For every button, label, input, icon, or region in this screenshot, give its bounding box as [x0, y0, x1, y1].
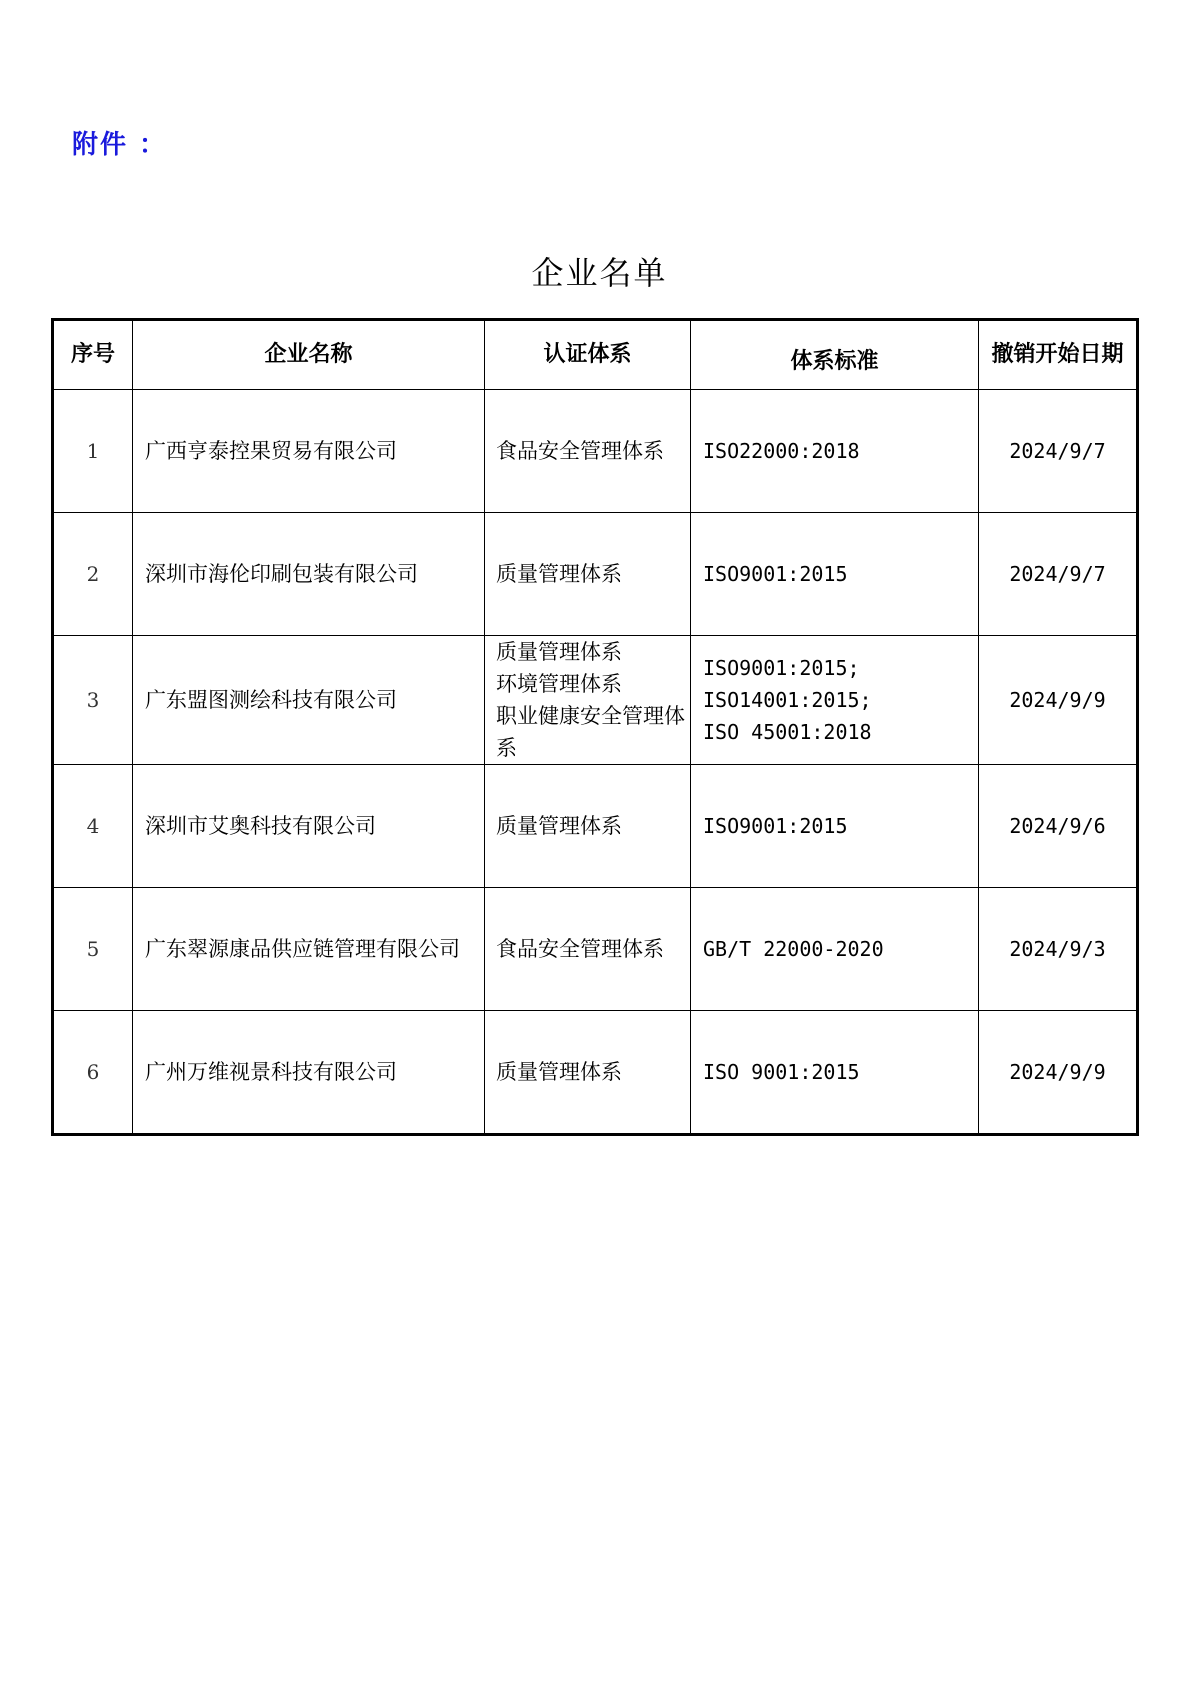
- system-line: 质量管理体系: [496, 1060, 622, 1084]
- row-number: 1: [53, 390, 133, 513]
- certification-system: [485, 636, 691, 765]
- certification-system: [485, 888, 691, 1011]
- revoke-date: 2024/9/9: [979, 636, 1138, 765]
- company-name: 广东盟图测绘科技有限公司: [133, 636, 485, 765]
- table-row: [53, 636, 1138, 765]
- certification-system: [485, 513, 691, 636]
- system-line: 食品安全管理体系: [496, 937, 664, 961]
- system-standard: [691, 1011, 979, 1135]
- row-number: 2: [53, 513, 133, 636]
- table-row: [53, 390, 1138, 513]
- certification-system: [485, 390, 691, 513]
- system-line: 质量管理体系: [496, 562, 622, 586]
- standard-line: ISO 45001:2018: [703, 720, 872, 744]
- company-name: 深圳市艾奥科技有限公司: [133, 765, 485, 888]
- table-row: [53, 765, 1138, 888]
- row-number: 6: [53, 1011, 133, 1135]
- revoke-date: 2024/9/7: [979, 390, 1138, 513]
- revoke-date: 2024/9/6: [979, 765, 1138, 888]
- system-standard: [691, 888, 979, 1011]
- header-company: 企业名称: [133, 320, 485, 390]
- standard-line: ISO 9001:2015: [703, 1060, 860, 1084]
- table-header-row: [53, 320, 1138, 390]
- certification-system: [485, 1011, 691, 1135]
- page-title: 企业名单: [531, 254, 668, 292]
- system-line: 环境管理体系: [496, 672, 622, 696]
- table-row: [53, 1011, 1138, 1135]
- enterprise-table: [51, 318, 1139, 1136]
- attachment-label: 附件 ：: [72, 130, 168, 160]
- system-standard: [691, 636, 979, 765]
- company-name: 广东翠源康品供应链管理有限公司: [133, 888, 485, 1011]
- table-row: [53, 888, 1138, 1011]
- system-line: 质量管理体系: [496, 640, 622, 664]
- system-line: 职业健康安全管理体系: [496, 704, 685, 760]
- revoke-date: 2024/9/3: [979, 888, 1138, 1011]
- company-name: 广州万维视景科技有限公司: [133, 1011, 485, 1135]
- header-no: 序号: [53, 320, 133, 390]
- company-name: 深圳市海伦印刷包装有限公司: [133, 513, 485, 636]
- system-standard: [691, 765, 979, 888]
- standard-line: ISO9001:2015;: [703, 656, 860, 680]
- system-standard: [691, 390, 979, 513]
- header-revoke-date: 撤销开始日期: [979, 320, 1138, 390]
- system-line: 质量管理体系: [496, 814, 622, 838]
- row-number: 5: [53, 888, 133, 1011]
- company-name: 广西亨泰控果贸易有限公司: [133, 390, 485, 513]
- system-line: 食品安全管理体系: [496, 439, 664, 463]
- header-standard: 体系标准: [691, 320, 979, 390]
- table-row: [53, 513, 1138, 636]
- system-standard: [691, 513, 979, 636]
- header-system: 认证体系: [485, 320, 691, 390]
- certification-system: [485, 765, 691, 888]
- standard-line: ISO9001:2015: [703, 562, 848, 586]
- standard-line: ISO22000:2018: [703, 439, 860, 463]
- standard-line: GB/T 22000-2020: [703, 937, 884, 961]
- standard-line: ISO14001:2015;: [703, 688, 872, 712]
- row-number: 4: [53, 765, 133, 888]
- row-number: 3: [53, 636, 133, 765]
- standard-line: ISO9001:2015: [703, 814, 848, 838]
- revoke-date: 2024/9/7: [979, 513, 1138, 636]
- revoke-date: 2024/9/9: [979, 1011, 1138, 1135]
